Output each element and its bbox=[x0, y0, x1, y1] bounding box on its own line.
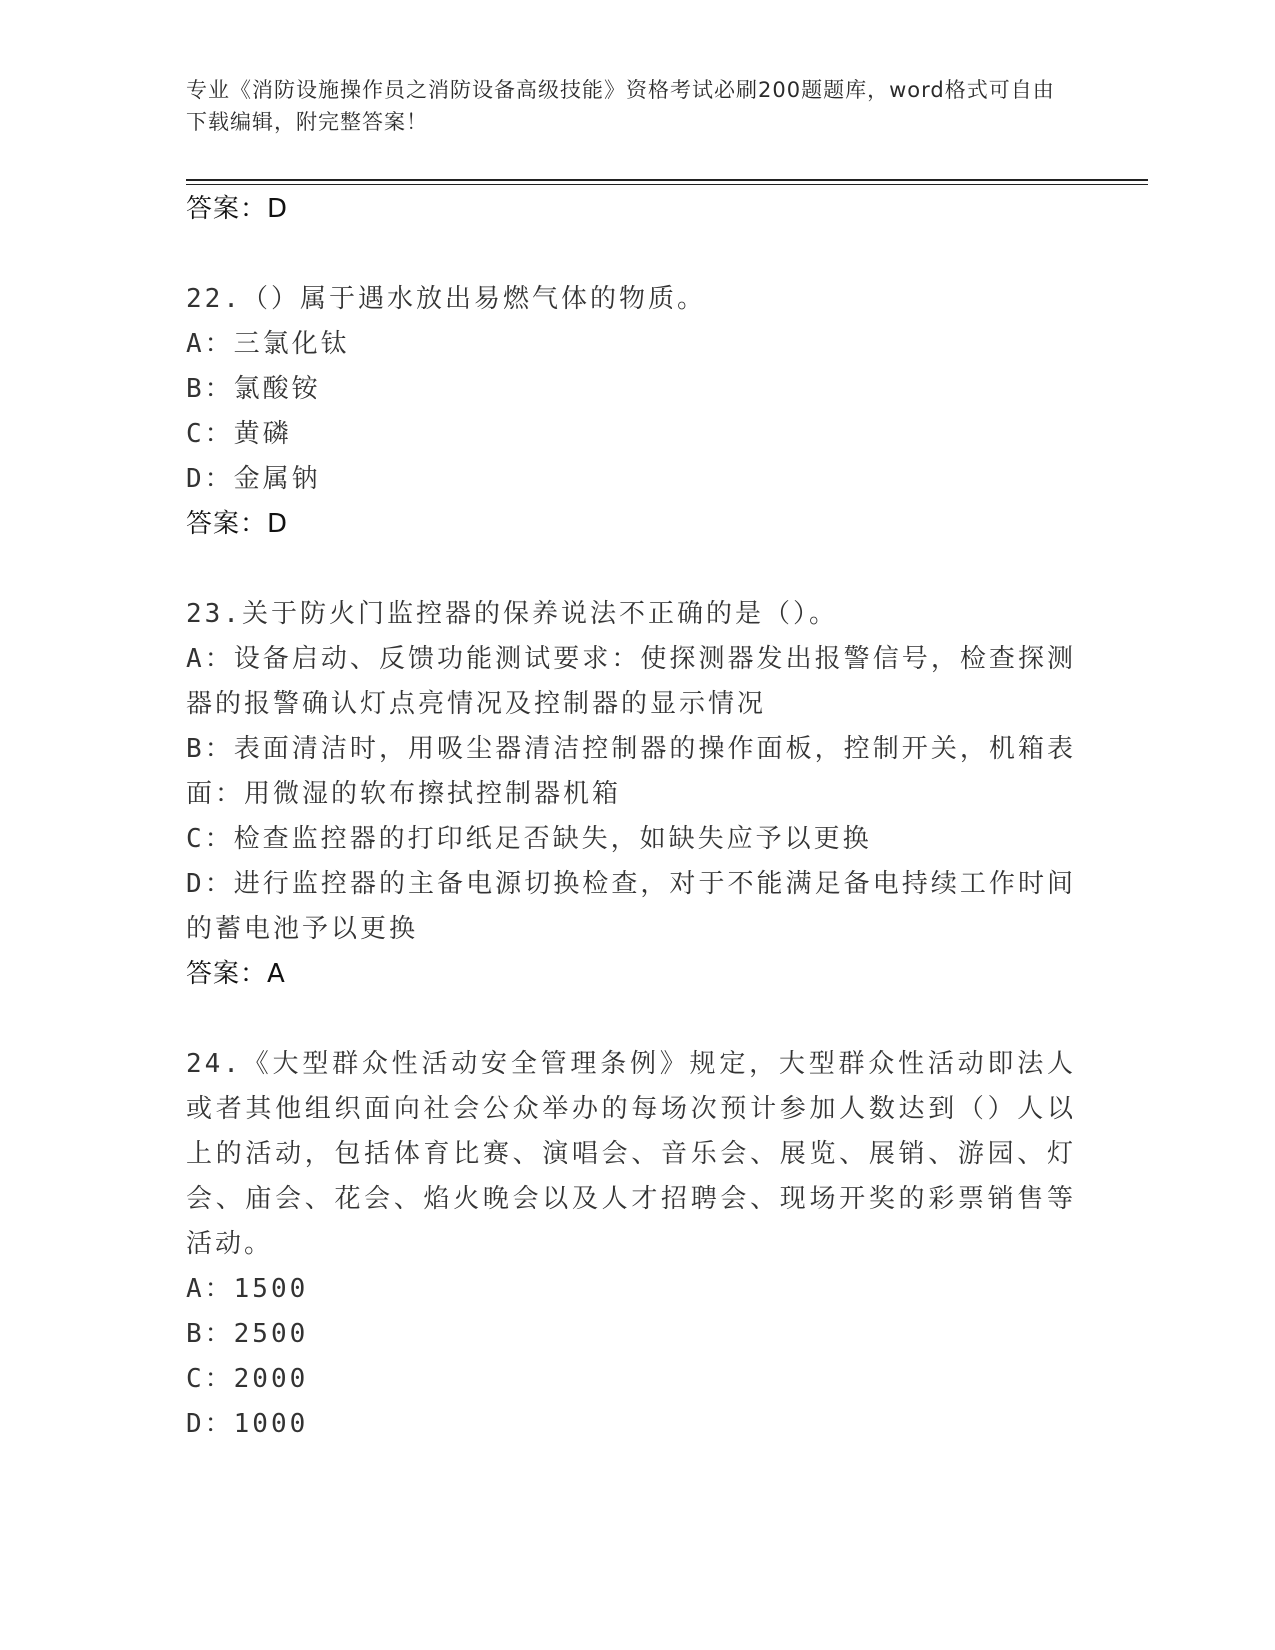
answer-line: 答案：D bbox=[186, 194, 289, 224]
option-a: A：设备启动、反馈功能测试要求：使探测器发出报警信号，检查探测器的报警确认灯点亮情况及控制器的显示情况 bbox=[186, 644, 1076, 719]
document-header: 专业《消防设施操作员之消防设备高级技能》资格考试必刷200题题库，word格式可自由下载编辑，附完整答案！ bbox=[186, 78, 1055, 134]
option-b: B：表面清洁时，用吸尘器清洁控制器的操作面板，控制开关，机箱表面：用微湿的软布擦拭控制器机箱 bbox=[186, 734, 1076, 809]
spacer bbox=[186, 232, 1076, 277]
spacer bbox=[186, 997, 1076, 1042]
question-22 bbox=[186, 277, 1076, 547]
question-text: 22.（）属于遇水放出易燃气体的物质。 bbox=[186, 284, 706, 314]
spacer bbox=[186, 547, 1076, 592]
option-b: B：2500 bbox=[186, 1319, 309, 1349]
answer-line: 答案：A bbox=[186, 959, 286, 989]
option-c: C：检查监控器的打印纸足否缺失，如缺失应予以更换 bbox=[186, 824, 872, 854]
question-24 bbox=[186, 1042, 1076, 1447]
option-c: C：黄磷 bbox=[186, 419, 292, 449]
answer-line: 答案：D bbox=[186, 509, 289, 539]
option-d: D：进行监控器的主备电源切换检查，对于不能满足备电持续工作时间的蓄电池予以更换 bbox=[186, 869, 1076, 944]
question-23 bbox=[186, 592, 1076, 997]
option-c: C：2000 bbox=[186, 1364, 309, 1394]
header-rule-thin bbox=[186, 184, 1148, 185]
option-a: A：1500 bbox=[186, 1274, 309, 1304]
question-text: 24.《大型群众性活动安全管理条例》规定，大型群众性活动即法人或者其他组织面向社会公众举办的每场次预计参加人数达到（）人以上的活动，包括体育比赛、演唱会、音乐会、展览、展销、游园、灯会、庙会、花会、焰火晚会以及人才招聘会、现场开奖的彩票销售等活动。 bbox=[186, 1049, 1076, 1259]
question-text: 23.关于防火门监控器的保养说法不正确的是（）。 bbox=[186, 599, 838, 629]
option-d: D：1000 bbox=[186, 1409, 309, 1439]
document-body bbox=[186, 187, 1076, 1447]
header-rule-thick bbox=[186, 179, 1148, 181]
option-d: D：金属钠 bbox=[186, 464, 321, 494]
option-b: B：氯酸铵 bbox=[186, 374, 321, 404]
option-a: A：三氯化钛 bbox=[186, 329, 350, 359]
